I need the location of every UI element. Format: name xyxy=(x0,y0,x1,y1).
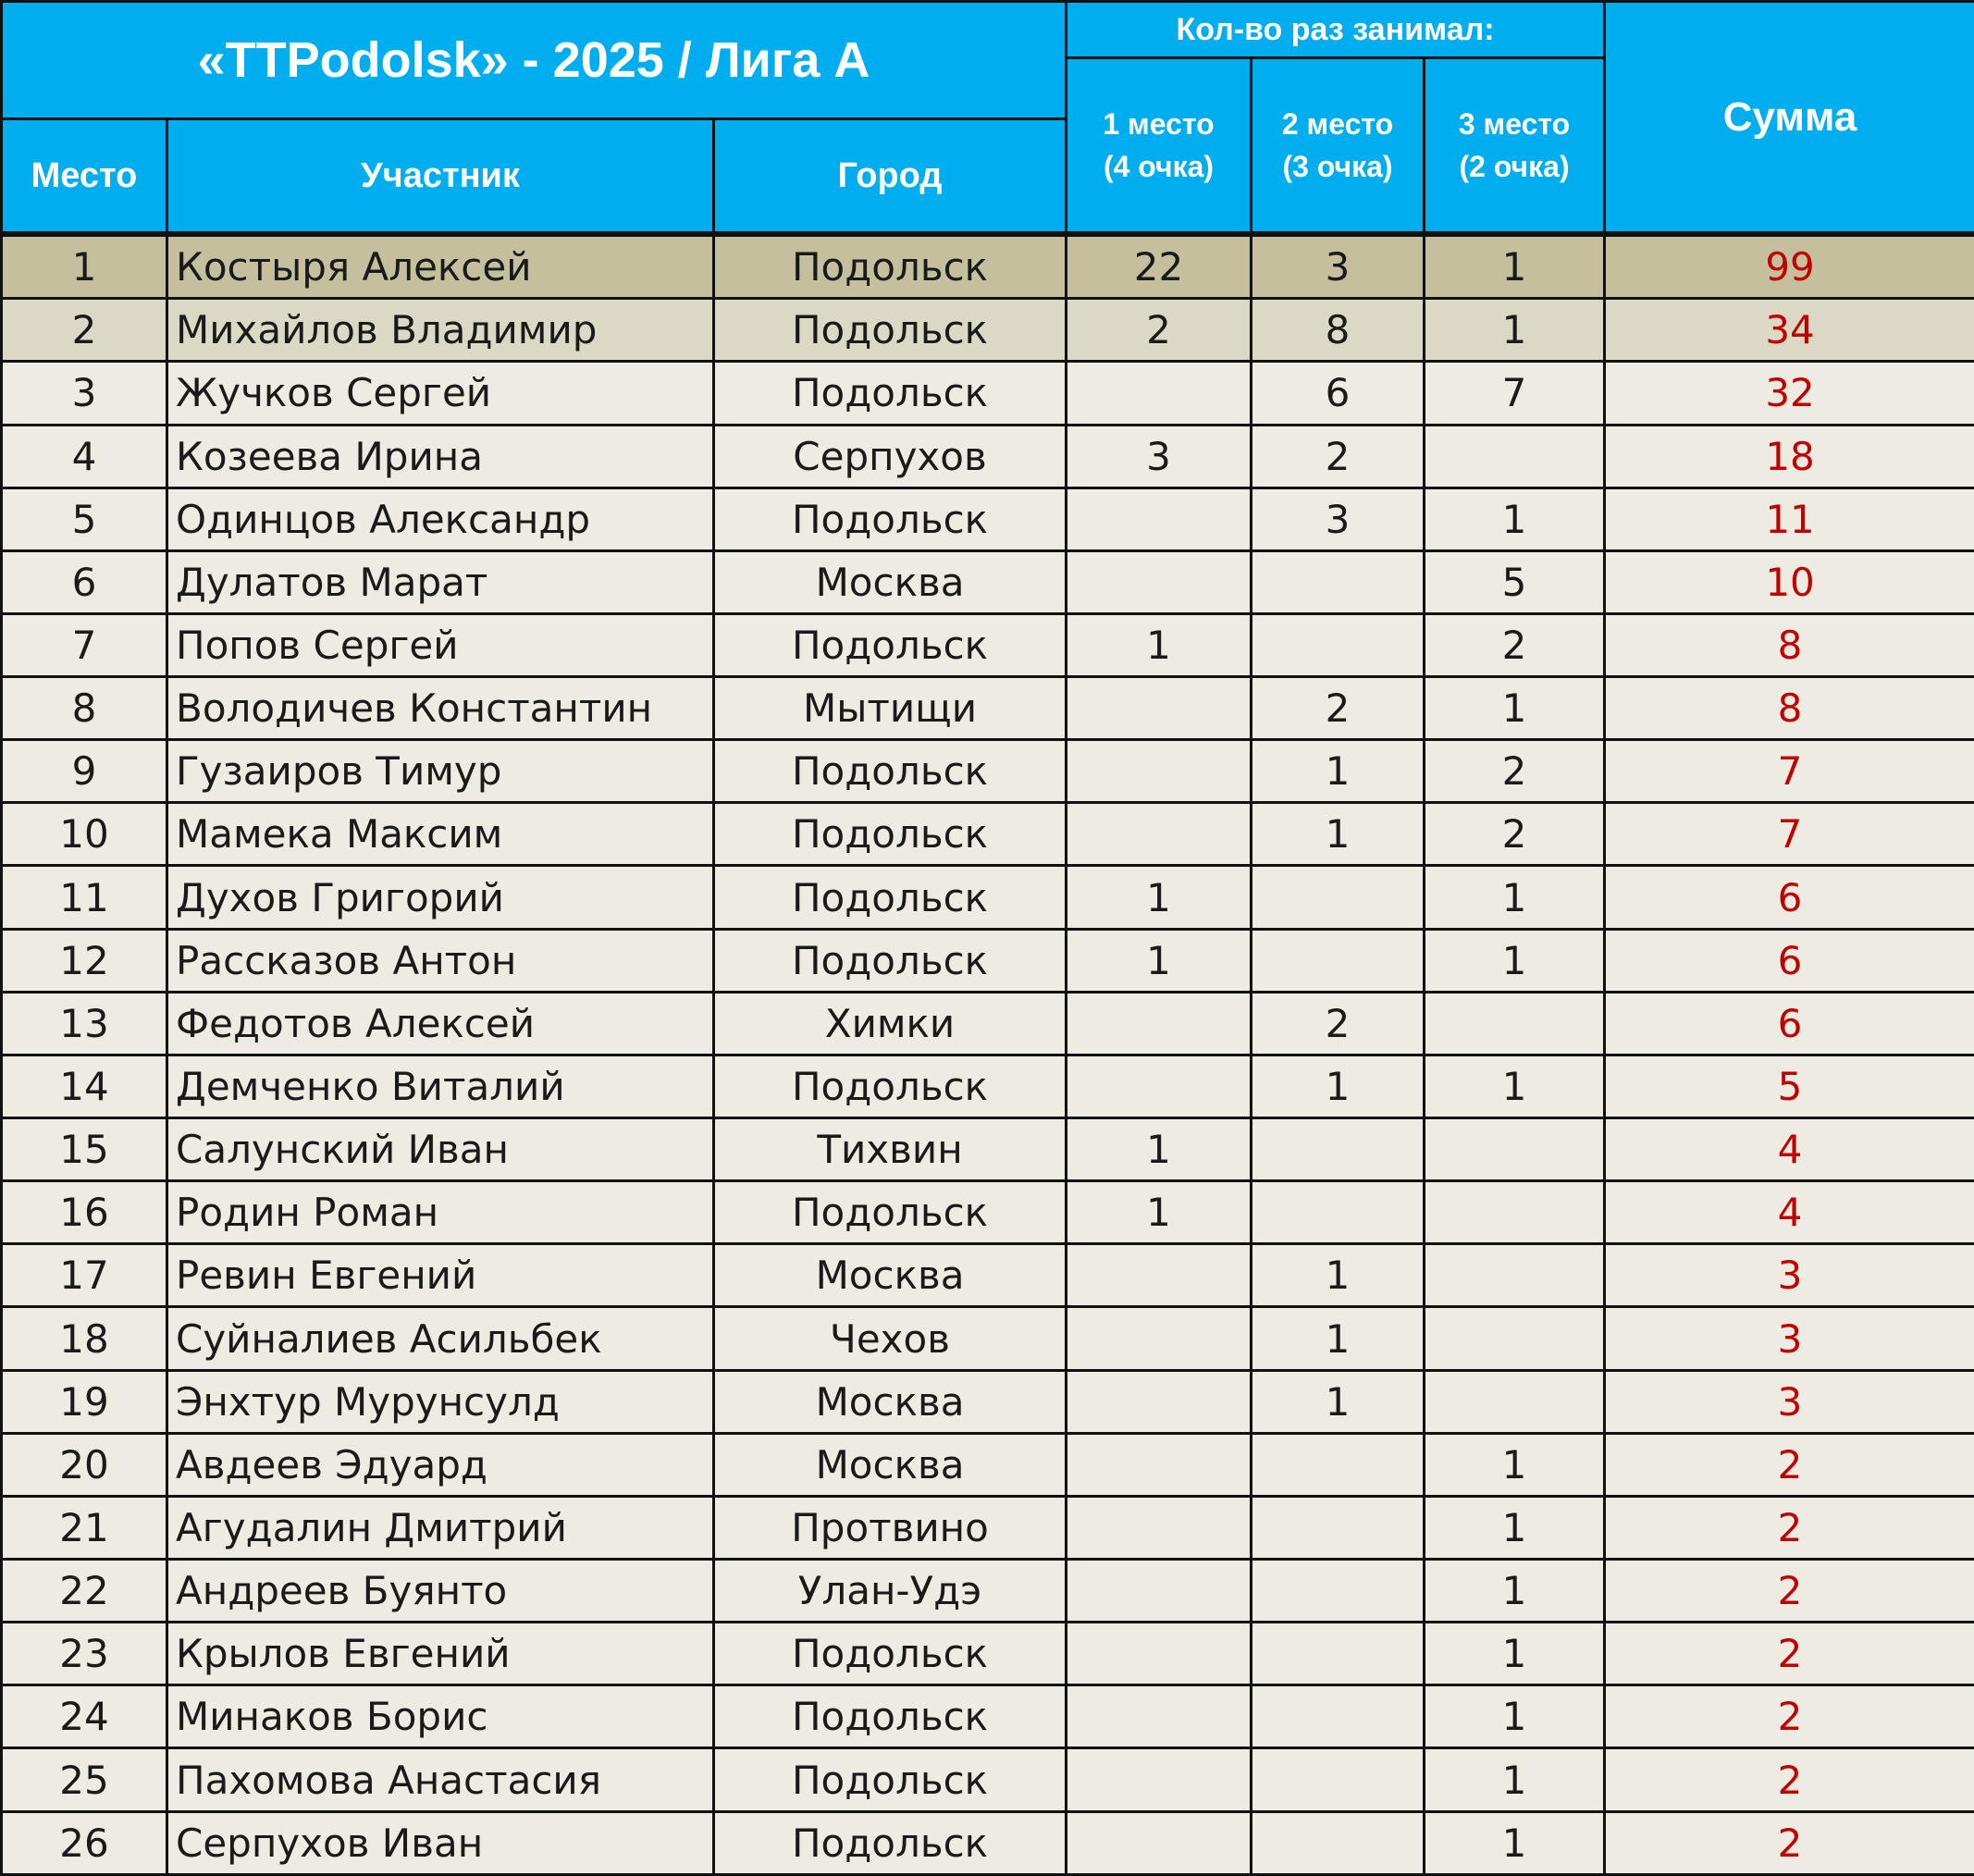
table-row xyxy=(2,1244,1974,1307)
sum-cell: 7 xyxy=(1605,740,1974,803)
third-place-header xyxy=(1425,58,1605,235)
city-cell: Подольск xyxy=(714,1685,1067,1748)
city-cell: Улан-Удэ xyxy=(714,1560,1067,1623)
third-place-count-cell: 1 xyxy=(1425,488,1605,550)
participant-header: Участник xyxy=(167,119,714,235)
sum-cell: 11 xyxy=(1605,488,1974,550)
participant-cell: Дулатов Марат xyxy=(167,550,714,613)
first-place-count-cell: 1 xyxy=(1067,866,1252,929)
city-cell: Подольск xyxy=(714,613,1067,676)
first-place-count-cell xyxy=(1067,740,1252,803)
place-cell: 2 xyxy=(2,299,167,362)
first-place-count-cell xyxy=(1067,1307,1252,1370)
second-place-count-cell xyxy=(1252,550,1425,613)
place-cell: 26 xyxy=(2,1811,167,1874)
place-cell: 20 xyxy=(2,1433,167,1496)
city-cell: Подольск xyxy=(714,488,1067,550)
second-place-count-cell xyxy=(1252,1560,1425,1623)
city-cell: Подольск xyxy=(714,740,1067,803)
first-place-count-cell xyxy=(1067,992,1252,1055)
third-place-count-cell: 1 xyxy=(1425,299,1605,362)
first-place-count-cell: 1 xyxy=(1067,613,1252,676)
table-row xyxy=(2,1055,1974,1117)
city-cell: Подольск xyxy=(714,299,1067,362)
participant-cell: Родин Роман xyxy=(167,1181,714,1244)
participant-cell: Рассказов Антон xyxy=(167,929,714,992)
second-place-count-cell xyxy=(1252,1623,1425,1685)
second-place-count-cell: 2 xyxy=(1252,425,1425,488)
participant-cell: Михайлов Владимир xyxy=(167,299,714,362)
sum-cell: 32 xyxy=(1605,362,1974,425)
participant-cell: Серпухов Иван xyxy=(167,1811,714,1874)
table-row xyxy=(2,1685,1974,1748)
second-place-count-cell: 8 xyxy=(1252,299,1425,362)
second-place-count-cell: 3 xyxy=(1252,488,1425,550)
city-cell: Мытищи xyxy=(714,677,1067,740)
participant-cell: Салунский Иван xyxy=(167,1118,714,1181)
place-cell: 21 xyxy=(2,1496,167,1559)
third-place-count-cell xyxy=(1425,1307,1605,1370)
second-place-count-cell: 2 xyxy=(1252,677,1425,740)
third-place-count-cell: 1 xyxy=(1425,1685,1605,1748)
participant-cell: Андреев Буянто xyxy=(167,1560,714,1623)
first-place-count-cell: 1 xyxy=(1067,1181,1252,1244)
third-place-count-cell xyxy=(1425,1181,1605,1244)
participant-cell: Минаков Борис xyxy=(167,1685,714,1748)
sum-cell: 2 xyxy=(1605,1496,1974,1559)
times-placed-header: Кол-во раз занимал: xyxy=(1067,2,1605,58)
first-place-header xyxy=(1067,58,1252,235)
city-cell: Подольск xyxy=(714,1748,1067,1811)
first-place-label: 1 место xyxy=(1067,103,1250,145)
participant-cell: Попов Сергей xyxy=(167,613,714,676)
second-place-count-cell xyxy=(1252,613,1425,676)
place-cell: 19 xyxy=(2,1370,167,1433)
participant-cell: Крылов Евгений xyxy=(167,1623,714,1685)
table-row xyxy=(2,362,1974,425)
third-place-count-cell: 1 xyxy=(1425,1623,1605,1685)
second-place-count-cell xyxy=(1252,1181,1425,1244)
first-place-count-cell xyxy=(1067,550,1252,613)
first-place-count-cell xyxy=(1067,1370,1252,1433)
second-place-label: 2 место xyxy=(1252,103,1423,145)
third-place-count-cell: 2 xyxy=(1425,613,1605,676)
place-cell: 6 xyxy=(2,550,167,613)
participant-cell: Духов Григорий xyxy=(167,866,714,929)
participant-cell: Гузаиров Тимур xyxy=(167,740,714,803)
sum-cell: 2 xyxy=(1605,1560,1974,1623)
table-row xyxy=(2,992,1974,1055)
first-place-count-cell xyxy=(1067,1811,1252,1874)
city-cell: Подольск xyxy=(714,1811,1067,1874)
table-row xyxy=(2,1118,1974,1181)
place-cell: 4 xyxy=(2,425,167,488)
sum-cell: 3 xyxy=(1605,1244,1974,1307)
sum-cell: 2 xyxy=(1605,1433,1974,1496)
sum-cell: 4 xyxy=(1605,1181,1974,1244)
city-cell: Подольск xyxy=(714,929,1067,992)
city-cell: Подольск xyxy=(714,1623,1067,1685)
third-place-count-cell xyxy=(1425,1370,1605,1433)
third-place-count-cell xyxy=(1425,1244,1605,1307)
first-place-count-cell: 22 xyxy=(1067,234,1252,299)
table-row xyxy=(2,866,1974,929)
city-cell: Подольск xyxy=(714,362,1067,425)
participant-cell: Мамека Максим xyxy=(167,803,714,866)
place-cell: 25 xyxy=(2,1748,167,1811)
place-cell: 8 xyxy=(2,677,167,740)
third-place-count-cell: 1 xyxy=(1425,1560,1605,1623)
sum-cell: 2 xyxy=(1605,1623,1974,1685)
city-header: Город xyxy=(714,119,1067,235)
second-place-count-cell: 1 xyxy=(1252,1370,1425,1433)
first-place-count-cell xyxy=(1067,362,1252,425)
city-cell: Москва xyxy=(714,1244,1067,1307)
first-place-count-cell xyxy=(1067,1685,1252,1748)
sum-cell: 8 xyxy=(1605,613,1974,676)
table-row xyxy=(2,1496,1974,1559)
second-place-count-cell xyxy=(1252,1748,1425,1811)
participant-cell: Федотов Алексей xyxy=(167,992,714,1055)
first-place-count-cell: 1 xyxy=(1067,929,1252,992)
table-row xyxy=(2,1370,1974,1433)
place-cell: 11 xyxy=(2,866,167,929)
participant-cell: Володичев Константин xyxy=(167,677,714,740)
second-place-count-cell: 6 xyxy=(1252,362,1425,425)
place-cell: 13 xyxy=(2,992,167,1055)
second-place-count-cell: 1 xyxy=(1252,1307,1425,1370)
second-place-count-cell xyxy=(1252,1811,1425,1874)
place-header: Место xyxy=(2,119,167,235)
third-place-count-cell: 1 xyxy=(1425,1055,1605,1117)
sum-cell: 10 xyxy=(1605,550,1974,613)
table-row xyxy=(2,740,1974,803)
participant-cell: Козеева Ирина xyxy=(167,425,714,488)
first-place-count-cell xyxy=(1067,1623,1252,1685)
place-cell: 7 xyxy=(2,613,167,676)
first-place-count-cell xyxy=(1067,1560,1252,1623)
second-place-count-cell xyxy=(1252,929,1425,992)
third-place-count-cell: 1 xyxy=(1425,929,1605,992)
table-row xyxy=(2,425,1974,488)
city-cell: Тихвин xyxy=(714,1118,1067,1181)
second-place-count-cell: 1 xyxy=(1252,803,1425,866)
second-place-count-cell xyxy=(1252,1685,1425,1748)
third-place-count-cell: 1 xyxy=(1425,866,1605,929)
table-title: «TTPodolsk» - 2025 / Лига А xyxy=(2,2,1067,119)
table-row xyxy=(2,1748,1974,1811)
second-place-count-cell: 1 xyxy=(1252,1244,1425,1307)
city-cell: Подольск xyxy=(714,234,1067,299)
sum-cell: 6 xyxy=(1605,929,1974,992)
first-place-count-cell: 2 xyxy=(1067,299,1252,362)
table-row xyxy=(2,613,1974,676)
table-row xyxy=(2,1181,1974,1244)
table-row xyxy=(2,803,1974,866)
place-cell: 14 xyxy=(2,1055,167,1117)
place-cell: 9 xyxy=(2,740,167,803)
table-row xyxy=(2,1307,1974,1370)
city-cell: Москва xyxy=(714,1433,1067,1496)
first-place-count-cell xyxy=(1067,1496,1252,1559)
table-row xyxy=(2,1433,1974,1496)
sum-cell: 3 xyxy=(1605,1307,1974,1370)
city-cell: Чехов xyxy=(714,1307,1067,1370)
city-cell: Химки xyxy=(714,992,1067,1055)
sum-cell: 5 xyxy=(1605,1055,1974,1117)
third-place-count-cell xyxy=(1425,992,1605,1055)
third-place-count-cell: 1 xyxy=(1425,1496,1605,1559)
participant-cell: Жучков Сергей xyxy=(167,362,714,425)
sum-cell: 18 xyxy=(1605,425,1974,488)
sum-cell: 2 xyxy=(1605,1748,1974,1811)
place-cell: 15 xyxy=(2,1118,167,1181)
first-place-count-cell: 3 xyxy=(1067,425,1252,488)
third-place-count-cell xyxy=(1425,425,1605,488)
place-cell: 3 xyxy=(2,362,167,425)
place-cell: 17 xyxy=(2,1244,167,1307)
third-place-count-cell: 7 xyxy=(1425,362,1605,425)
third-place-count-cell: 5 xyxy=(1425,550,1605,613)
sum-cell: 4 xyxy=(1605,1118,1974,1181)
first-place-count-cell xyxy=(1067,677,1252,740)
city-cell: Протвино xyxy=(714,1496,1067,1559)
city-cell: Москва xyxy=(714,550,1067,613)
third-place-count-cell xyxy=(1425,1118,1605,1181)
place-cell: 24 xyxy=(2,1685,167,1748)
table-row xyxy=(2,234,1974,299)
third-place-count-cell: 1 xyxy=(1425,1811,1605,1874)
city-cell: Подольск xyxy=(714,866,1067,929)
second-place-count-cell: 2 xyxy=(1252,992,1425,1055)
second-place-count-cell: 1 xyxy=(1252,1055,1425,1117)
participant-cell: Ревин Евгений xyxy=(167,1244,714,1307)
city-cell: Москва xyxy=(714,1370,1067,1433)
sum-cell: 2 xyxy=(1605,1811,1974,1874)
participant-cell: Энхтур Мурунсулд xyxy=(167,1370,714,1433)
sum-cell: 7 xyxy=(1605,803,1974,866)
first-place-count-cell: 1 xyxy=(1067,1118,1252,1181)
standings-body xyxy=(2,234,1974,1875)
participant-cell: Суйналиев Асильбек xyxy=(167,1307,714,1370)
second-place-count-cell: 1 xyxy=(1252,740,1425,803)
second-place-header xyxy=(1252,58,1425,235)
city-cell: Серпухов xyxy=(714,425,1067,488)
first-place-count-cell xyxy=(1067,1244,1252,1307)
participant-cell: Авдеев Эдуард xyxy=(167,1433,714,1496)
table-row xyxy=(2,1560,1974,1623)
sum-header: Сумма xyxy=(1605,2,1974,235)
table-row xyxy=(2,550,1974,613)
second-place-count-cell xyxy=(1252,1496,1425,1559)
first-place-count-cell xyxy=(1067,488,1252,550)
table-row xyxy=(2,1623,1974,1685)
first-place-count-cell xyxy=(1067,1748,1252,1811)
place-cell: 12 xyxy=(2,929,167,992)
table-row xyxy=(2,1811,1974,1874)
participant-cell: Костыря Алексей xyxy=(167,234,714,299)
second-place-points: (3 очка) xyxy=(1252,145,1423,188)
place-cell: 22 xyxy=(2,1560,167,1623)
third-place-points: (2 очка) xyxy=(1425,145,1603,188)
third-place-count-cell: 1 xyxy=(1425,1748,1605,1811)
participant-cell: Одинцов Александр xyxy=(167,488,714,550)
city-cell: Подольск xyxy=(714,1055,1067,1117)
first-place-count-cell xyxy=(1067,1055,1252,1117)
place-cell: 10 xyxy=(2,803,167,866)
sum-cell: 2 xyxy=(1605,1685,1974,1748)
third-place-count-cell: 1 xyxy=(1425,677,1605,740)
city-cell: Подольск xyxy=(714,803,1067,866)
participant-cell: Демченко Виталий xyxy=(167,1055,714,1117)
second-place-count-cell xyxy=(1252,1433,1425,1496)
sum-cell: 8 xyxy=(1605,677,1974,740)
third-place-count-cell: 2 xyxy=(1425,740,1605,803)
third-place-label: 3 место xyxy=(1425,103,1603,145)
place-cell: 23 xyxy=(2,1623,167,1685)
participant-cell: Агудалин Дмитрий xyxy=(167,1496,714,1559)
place-cell: 5 xyxy=(2,488,167,550)
third-place-count-cell: 2 xyxy=(1425,803,1605,866)
first-place-points: (4 очка) xyxy=(1067,145,1250,188)
second-place-count-cell xyxy=(1252,1118,1425,1181)
first-place-count-cell xyxy=(1067,803,1252,866)
third-place-count-cell: 1 xyxy=(1425,1433,1605,1496)
sum-cell: 6 xyxy=(1605,992,1974,1055)
second-place-count-cell: 3 xyxy=(1252,234,1425,299)
place-cell: 18 xyxy=(2,1307,167,1370)
table-row xyxy=(2,488,1974,550)
first-place-count-cell xyxy=(1067,1433,1252,1496)
third-place-count-cell: 1 xyxy=(1425,234,1605,299)
table-row xyxy=(2,299,1974,362)
place-cell: 16 xyxy=(2,1181,167,1244)
table-row xyxy=(2,929,1974,992)
sum-cell: 99 xyxy=(1605,234,1974,299)
second-place-count-cell xyxy=(1252,866,1425,929)
city-cell: Подольск xyxy=(714,1181,1067,1244)
participant-cell: Пахомова Анастасия xyxy=(167,1748,714,1811)
table-row xyxy=(2,677,1974,740)
sum-cell: 3 xyxy=(1605,1370,1974,1433)
sum-cell: 34 xyxy=(1605,299,1974,362)
place-cell: 1 xyxy=(2,234,167,299)
sum-cell: 6 xyxy=(1605,866,1974,929)
